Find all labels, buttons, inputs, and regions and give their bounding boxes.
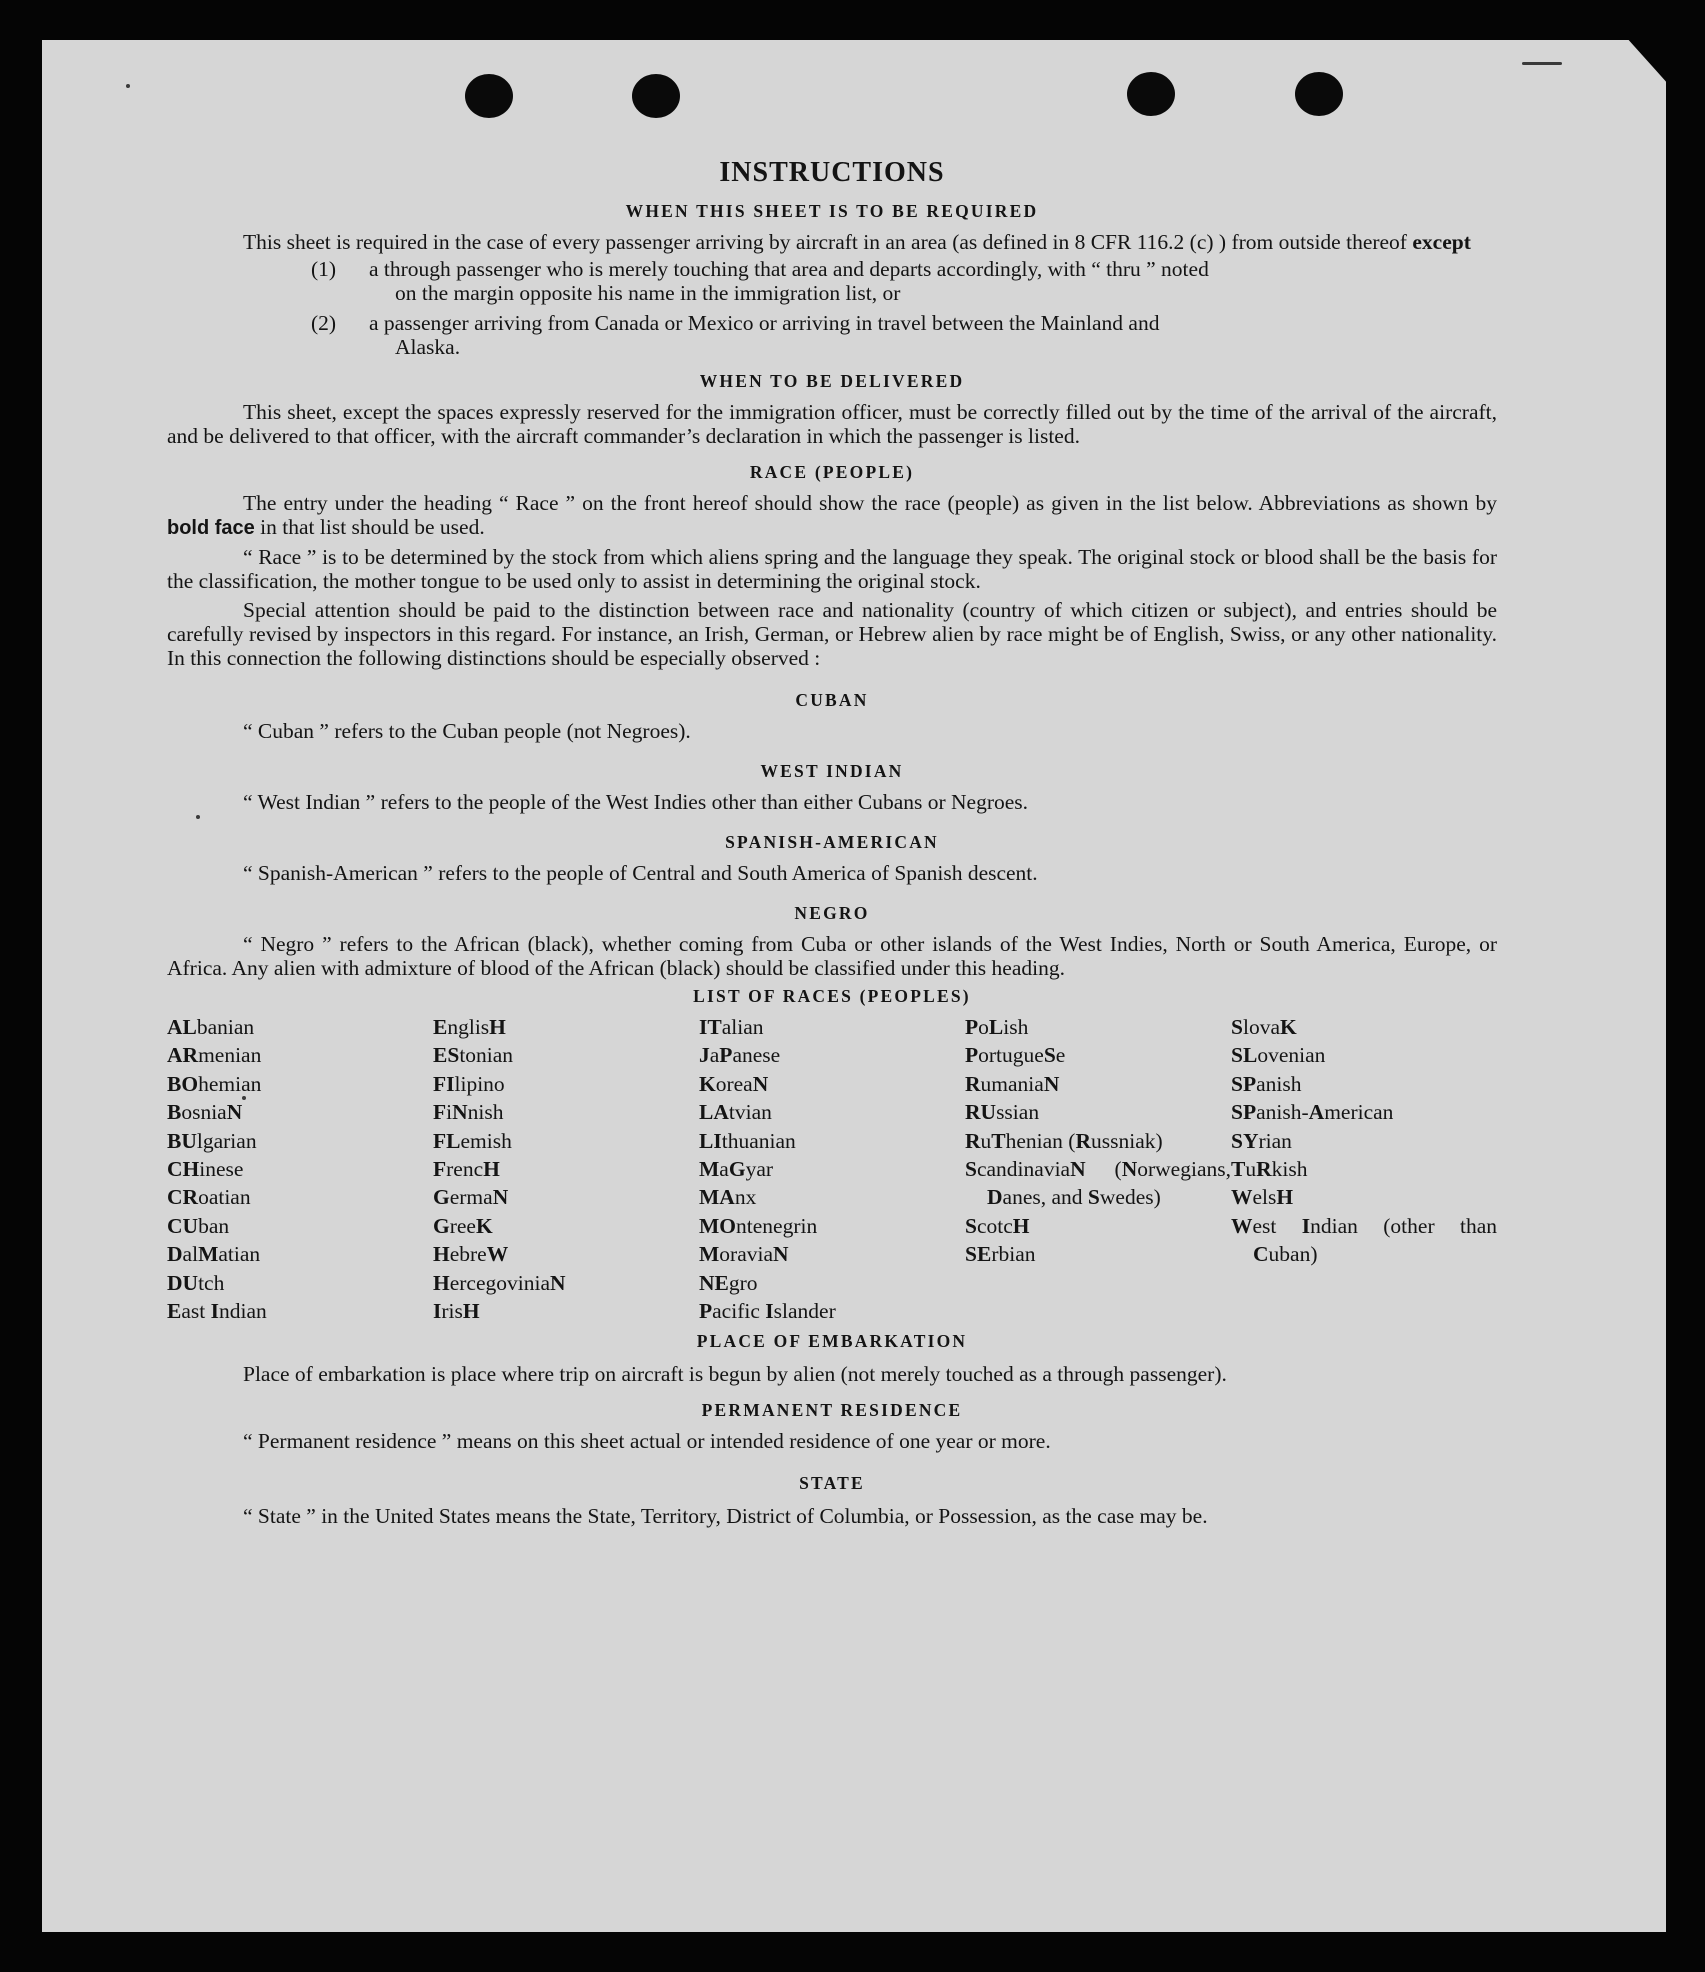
spanish-american-text: “ Spanish-American ” refers to the people of Central and South America of Spanish descent.: [243, 861, 1038, 885]
race-entry: WelsH: [1231, 1185, 1294, 1210]
west-indian-text: “ West Indian ” refers to the people of the West Indies other than either Cubans or Negroes.: [243, 790, 1029, 814]
section-heading-spanish-american: SPANISH-AMERICAN: [725, 832, 939, 852]
section-heading-race: RACE (PEOPLE): [749, 462, 915, 482]
race-entry: FiNnish: [433, 1100, 504, 1125]
speck: [1522, 62, 1562, 65]
punch-hole: [632, 74, 680, 118]
section-heading-delivered: WHEN TO BE DELIVERED: [699, 371, 965, 391]
residence-text: “ Permanent residence ” means on this sheet actual or intended residence of one year or more.: [243, 1429, 1051, 1454]
section-heading-negro: NEGRO: [794, 903, 870, 923]
race-entry: MaGyar: [699, 1157, 774, 1182]
race-entry: KoreaN: [699, 1071, 769, 1096]
race-entry: MoraviaN: [699, 1242, 789, 1267]
race-entry: RuThenian (Russniak): [965, 1128, 1163, 1153]
race-entry: CHinese: [167, 1157, 244, 1182]
race-entry: GermaN: [433, 1185, 509, 1210]
speck: [126, 84, 130, 88]
race-column: [433, 1013, 699, 1325]
race-entry: MAnx: [699, 1185, 757, 1210]
race-entry: SErbian: [965, 1242, 1036, 1267]
punch-hole: [1127, 72, 1175, 116]
negro-text: “ Negro ” refers to the African (black), whether coming from Cuba or other islands of the West Indies, North or South America, Europe, or Africa. Any alien with admixture of blood of the African (black) should be classified under this heading.: [167, 932, 1497, 980]
race-entry: BosniaN: [167, 1100, 243, 1125]
race-entry: MOntenegrin: [699, 1213, 818, 1238]
race-column: [699, 1013, 965, 1325]
race-entry: SPanish: [1231, 1071, 1302, 1096]
race-paragraph-3: Special attention should be paid to the distinction between race and nationality (country of which citizen or subject), and entries should be carefully revised by inspectors in this regard. For instance, an Irish, German, or Hebrew alien by race might be of English, Swiss, or any other nationality. In this connection the following distinctions should be especially observed :: [167, 598, 1497, 670]
instructions-content: [167, 117, 1497, 1530]
race-entry: PortugueSe: [965, 1043, 1066, 1068]
delivered-text: This sheet, except the spaces expressly reserved for the immigration officer, must be correctly filled out by the time of the arrival of the aircraft, and be delivered to that officer, with the aircraft commander’s declaration in which the passenger is listed.: [167, 400, 1497, 448]
race-entry: LAtvian: [699, 1100, 772, 1125]
section-heading-required: WHEN THIS SHEET IS TO BE REQUIRED: [625, 201, 1039, 221]
required-intro: This sheet is required in the case of every passenger arriving by aircraft in an area (as defined in 8 CFR 116.2 (c) ) from outside thereof except: [243, 230, 1471, 254]
race-entry: SYrian: [1231, 1128, 1292, 1153]
race-list: [167, 1013, 1497, 1325]
race-entry: ScandinaviaN (Norwegians, Danes, and Swedes): [965, 1157, 1231, 1210]
race-entry: DUtch: [167, 1270, 225, 1295]
race-entry: NEgro: [699, 1270, 758, 1295]
race-entry: HercegoviniaN: [433, 1270, 566, 1295]
section-heading-cuban: CUBAN: [795, 690, 869, 710]
race-entry: DalMatian: [167, 1242, 261, 1267]
race-entry: West Indian (other than Cuban): [1231, 1213, 1497, 1267]
race-column: [167, 1013, 433, 1325]
race-entry: RumaniaN: [965, 1071, 1060, 1096]
race-entry: EnglisH: [433, 1015, 506, 1039]
race-entry: BUlgarian: [167, 1128, 257, 1153]
section-heading-west-indian: WEST INDIAN: [760, 761, 904, 781]
race-entry: ALbanian: [167, 1015, 255, 1039]
race-entry: RUssian: [965, 1100, 1040, 1125]
page-title: INSTRUCTIONS: [719, 157, 945, 188]
except-word: except: [1412, 230, 1471, 254]
race-entry: Pacific Islander: [699, 1299, 836, 1324]
race-entry: PoLish: [965, 1015, 1029, 1039]
race-entry: CUban: [167, 1213, 230, 1238]
race-column: [1231, 1013, 1497, 1325]
race-entry: LIthuanian: [699, 1128, 796, 1153]
race-entry: FLemish: [433, 1128, 512, 1153]
race-entry: SPanish-American: [1231, 1100, 1394, 1125]
race-paragraph-1: The entry under the heading “ Race ” on the front hereof should show the race (people) as given in the list below. Abbreviations as shown by bold face in that list should be used.: [167, 491, 1497, 539]
race-column: [965, 1013, 1231, 1325]
embarkation-text: Place of embarkation is place where trip on aircraft is begun by alien (not merely touched as a through passenger).: [243, 1362, 1227, 1387]
race-entry: ITalian: [699, 1015, 764, 1039]
race-entry: EStonian: [433, 1043, 514, 1068]
race-paragraph-2: “ Race ” is to be determined by the stock from which aliens spring and the language they speak. The original stock or blood shall be the basis for the classification, the mother tongue to be used only to assist in determining the original stock.: [167, 545, 1497, 593]
state-text: “ State ” in the United States means the State, Territory, District of Columbia, or Possession, as the case may be.: [243, 1504, 1208, 1529]
race-entry: ARmenian: [167, 1043, 262, 1068]
race-entry: BOhemian: [167, 1071, 262, 1096]
race-entry: IrisH: [433, 1299, 480, 1324]
section-heading-residence: PERMANENT RESIDENCE: [701, 1400, 963, 1421]
race-entry: TuRkish: [1231, 1157, 1308, 1182]
punch-hole: [1295, 72, 1343, 116]
race-entry: ScotcH: [965, 1213, 1030, 1238]
section-heading-embarkation: PLACE OF EMBARKATION: [696, 1331, 968, 1352]
race-entry: East Indian: [167, 1299, 267, 1324]
race-entry: FIlipino: [433, 1071, 505, 1096]
race-entry: CRoatian: [167, 1185, 251, 1210]
race-entry: GreeK: [433, 1213, 493, 1238]
punch-hole: [465, 74, 513, 118]
race-entry: JaPanese: [699, 1043, 781, 1068]
race-entry: SlovaK: [1231, 1015, 1297, 1039]
section-heading-list-of-races: LIST OF RACES (PEOPLES): [693, 986, 971, 1006]
section-heading-state: STATE: [799, 1473, 865, 1494]
race-entry: HebreW: [433, 1242, 509, 1267]
cuban-text: “ Cuban ” refers to the Cuban people (not Negroes).: [243, 719, 691, 743]
list-item: (2) a passenger arriving from Canada or Mexico or arriving in travel between the Mainland and Alaska.: [311, 311, 1160, 359]
list-item: (1) a through passenger who is merely touching that area and departs accordingly, with “ thru ” noted on the margin opposite his name in the immigration list, or: [311, 257, 1209, 305]
race-entry: FrencH: [433, 1157, 500, 1182]
race-entry: SLovenian: [1231, 1043, 1326, 1068]
